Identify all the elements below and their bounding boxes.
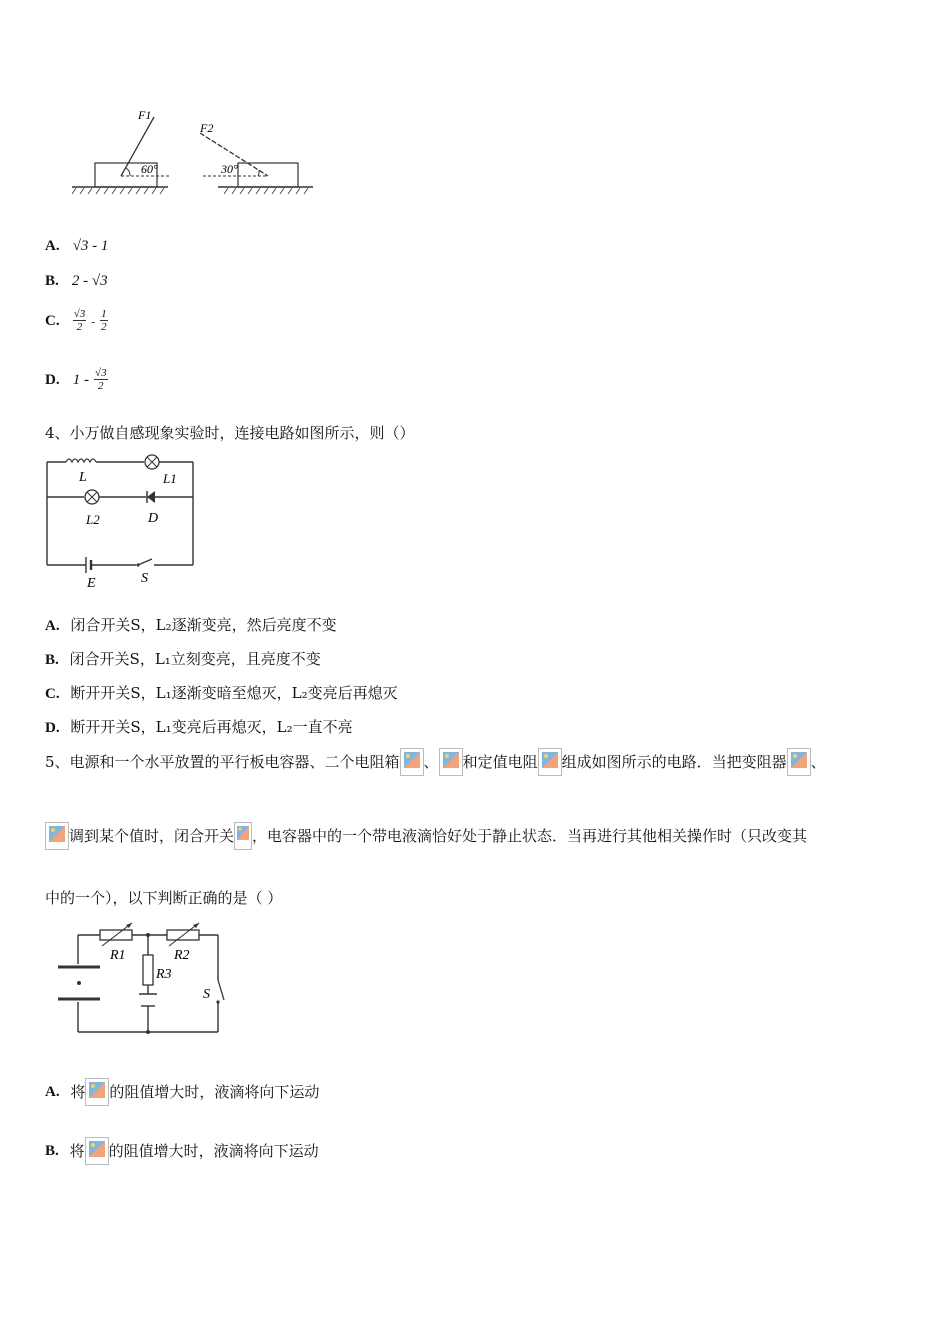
q5-stem-line2: [45, 822, 807, 850]
q3-option-b[interactable]: [45, 270, 108, 290]
broken-image-icon: [234, 822, 252, 850]
inductor-label: L: [79, 470, 87, 485]
battery-label: E: [87, 576, 96, 590]
q4-option-d[interactable]: [45, 716, 353, 737]
q5-option-b[interactable]: [45, 1137, 319, 1165]
f1-label: F1: [138, 108, 152, 122]
q5-stem-line1: [45, 748, 826, 776]
q3-option-c[interactable]: [45, 308, 108, 333]
option-math: 2 -: [71, 273, 92, 289]
option-letter: B.: [45, 273, 59, 289]
broken-image-icon: [400, 748, 424, 776]
option-text: 断开开关S，L₁逐渐变暗至熄灭，L₂变亮后再熄灭: [70, 684, 398, 702]
option-letter: A.: [45, 618, 60, 634]
broken-image-icon: [439, 748, 463, 776]
r1-label: R1: [110, 948, 126, 963]
option-letter: D.: [45, 372, 60, 388]
option-letter: B.: [45, 1143, 59, 1159]
q3-option-d[interactable]: [45, 367, 108, 392]
switch-label: S: [203, 987, 210, 1002]
diode-label: D: [148, 511, 159, 526]
q4-option-c[interactable]: [45, 682, 398, 703]
q4-circuit-diagram: [40, 450, 205, 590]
option-letter: A.: [45, 238, 60, 254]
switch-label: S: [141, 571, 148, 586]
broken-image-icon: [45, 822, 69, 850]
option-text: 将: [69, 1142, 85, 1160]
option-text: 的阻值增大时，液滴将向下运动: [109, 1083, 320, 1101]
fraction: $\frac{1}{2}$: [101, 308, 107, 333]
option-math: 1 -: [72, 372, 89, 388]
r2-label: R2: [174, 948, 190, 963]
broken-image-icon: [787, 748, 811, 776]
stem-text: 调到某个值时，闭合开关: [69, 827, 235, 845]
option-math: √3: [91, 273, 108, 289]
option-math: - 1: [88, 238, 109, 254]
q4-option-a[interactable]: [45, 614, 337, 635]
option-text: 将: [70, 1083, 86, 1101]
q5-option-a[interactable]: [45, 1078, 319, 1106]
fraction: $\frac{√3}{2}$: [95, 367, 107, 392]
option-math: √3: [72, 238, 89, 254]
fraction: $\frac{√3}{2}$: [73, 308, 86, 333]
q5-circuit-diagram: [52, 922, 237, 1042]
broken-image-icon: [85, 1137, 109, 1165]
angle-30-label: 30°: [221, 162, 238, 176]
stem-text: 、: [423, 753, 439, 771]
stem-text: 5、电源和一个水平放置的平行板电容器、二个电阻箱: [45, 753, 400, 771]
broken-image-icon: [85, 1078, 109, 1106]
q3-option-a[interactable]: [45, 235, 108, 255]
option-text: 闭合开关S，L₂逐渐变亮，然后亮度不变: [70, 616, 337, 634]
f2-label: F2: [200, 121, 214, 135]
option-text: 闭合开关S，L₁立刻变亮，且亮度不变: [69, 650, 321, 668]
broken-image-icon: [538, 748, 562, 776]
option-text: 的阻值增大时，液滴将向下运动: [108, 1142, 319, 1160]
q5-stem-line3: 中的一个），以下判断正确的是（ ）: [45, 889, 283, 907]
q3-force-figure: [68, 105, 318, 200]
angle-60-label: 60°: [141, 162, 158, 176]
option-letter: D.: [45, 720, 60, 736]
stem-text: 和定值电阻: [462, 753, 538, 771]
minus-sign: -: [91, 316, 95, 328]
q4-option-b[interactable]: [45, 648, 321, 669]
option-letter: A.: [45, 1084, 60, 1100]
bulb-l2-label: L2: [86, 512, 100, 527]
stem-text: 、: [810, 753, 826, 771]
r3-label: R3: [156, 967, 172, 982]
option-letter: B.: [45, 652, 59, 668]
stem-text: 组成如图所示的电路．当把变阻器: [561, 753, 787, 771]
option-letter: C.: [45, 686, 60, 702]
option-letter: C.: [45, 313, 60, 329]
option-text: 断开开关S，L₁变亮后再熄灭，L₂一直不亮: [70, 718, 353, 736]
q4-stem: 4、小万做自感现象实验时，连接电路如图所示，则（）: [45, 424, 415, 442]
stem-text: ，电容器中的一个带电液滴恰好处于静止状态．当再进行其他相关操作时（只改变其: [252, 827, 808, 845]
bulb-l1-label: L1: [163, 471, 177, 486]
